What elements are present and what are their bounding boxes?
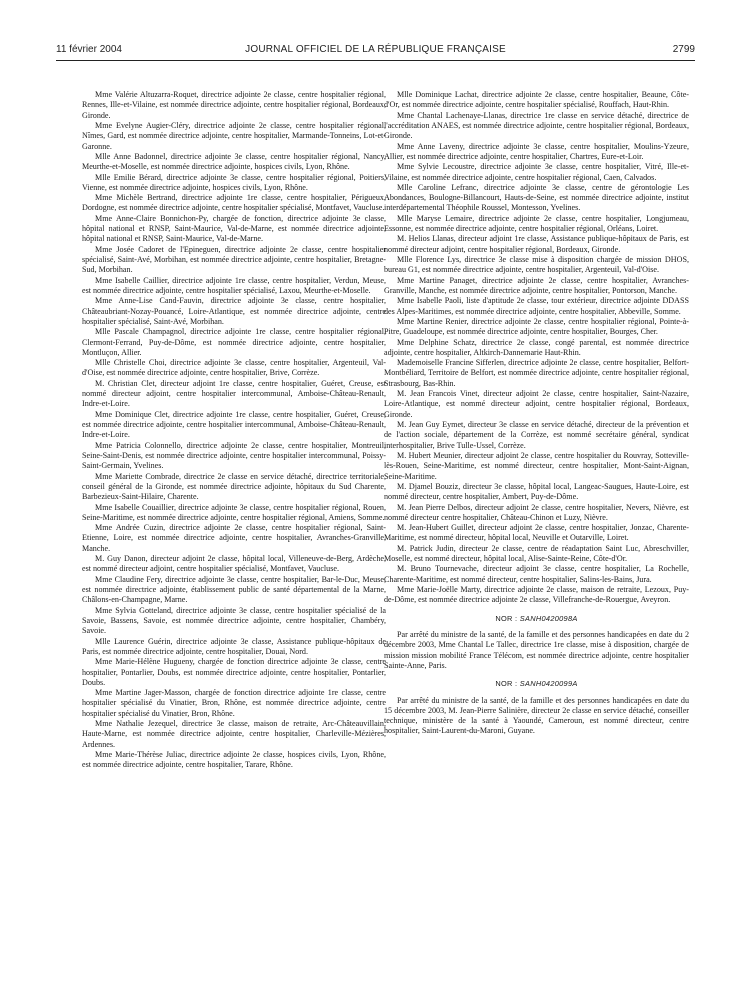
nomination-paragraph: Mme Martine Jager-Masson, chargée de fonction directrice adjointe 1re classe, centre hospitalier spécialisé du Vinatier, Bron, Rhône, est nommée directrice adjointe, centre hospitalier spécialisé du Vinatier, Bron, Rhône. <box>82 688 386 718</box>
nomination-paragraph: M. Christian Clet, directeur adjoint 1re classe, centre hospitalier, Guéret, Creuse, est nommé directeur adjoint, centre hospitalier intercommunal, Amboise-Château-Renault, Indre-et-Loire. <box>82 378 386 409</box>
nomination-paragraph: Mme Anne-Claire Bonnichon-Py, chargée de fonction, directrice adjointe 3e classe, hôpital national et RNSP, Saint-Maurice, Val-de-Marne, est nommée directrice adjointe, hôpital national et RNSP, Saint-Maurice, Val-de-Marne. <box>82 213 386 244</box>
nomination-paragraph: Mme Michèle Bertrand, directrice adjointe 1re classe, centre hospitalier, Périgueux, Dordogne, est nommée directrice adjointe, centre hospitalier spécialisé, Montfavet, Vaucluse. <box>82 193 386 213</box>
left-column <box>82 90 386 771</box>
nomination-paragraph: Mme Dominique Clet, directrice adjointe 1re classe, centre hospitalier, Guéret, Creuse, est nommée directrice adjointe, centre hospitalier intercommunal, Amboise-Château-Renault, Indre-et-Loire. <box>82 409 386 440</box>
nomination-paragraph: Mme Chantal Lachenaye-Llanas, directrice 1re classe en service détaché, directrice de l'accréditation ANAES, est nommée directrice adjointe, centre hospitalier régional, Bordeaux, Gironde. <box>384 110 689 141</box>
arrete-paragraph: Par arrêté du ministre de la santé, de la famille et des personnes handicapées en date du 15 décembre 2003, M. Jean-Pierre Salinière, directeur 2e classe en service détaché, conseiller technique, ministère de la santé à Yaoundé, Cameroun, est nommé directeur, centre hospitalier, Saint-Laurent-du-Maroni, Guyane. <box>384 695 689 736</box>
nomination-paragraph: Mlle Florence Lys, directrice 3e classe mise à disposition chargée de mission DHOS, bureau G1, est nommée directrice adjointe, centre hospitalier, Argenteuil, Val-d'Oise. <box>384 255 689 275</box>
nomination-paragraph: Mme Martine Renier, directrice adjointe 2e classe, centre hospitalier régional, Pointe-à-Pitre, Guadeloupe, est nommée directrice adjointe, centre hospitalier, Bourges, Cher. <box>384 316 689 337</box>
nor-reference <box>384 614 689 624</box>
nor-code: SANH0420099A <box>519 679 578 689</box>
nomination-paragraph: Mlle Laurence Guérin, directrice adjointe 3e classe, Assistance publique-hôpitaux de Paris, est nommée directrice adjointe, centre hospitalier, Douai, Nord. <box>82 636 386 656</box>
nomination-paragraph: M. Guy Danon, directeur adjoint 2e classe, hôpital local, Villeneuve-de-Berg, Ardèche, est nommé directeur adjoint, centre hospitalier spécialisé, Montfavet, Vaucluse. <box>82 554 386 574</box>
nomination-paragraph: M. Jean Guy Eymet, directeur 3e classe en service détaché, directeur de la prévention et de l'action sociale, département de la Corrèze, est nommé secrétaire général, syndicat interhospitalier, Brive Tulle-Ussel, Corrèze. <box>384 420 689 450</box>
nomination-paragraph: M. Jean-Hubert Guillet, directeur adjoint 2e classe, centre hospitalier, Jonzac, Charente-Maritime, est nommé directeur, hôpital local, Neuville et Outarville, Loiret. <box>384 523 689 543</box>
nomination-paragraph: Mme Patricia Colonnello, directrice adjointe 2e classe, centre hospitalier, Montreuil, Seine-Saint-Denis, est nommée directrice adjointe, centre hospitalier intercommunal, Poissy-Saint-Germain, Yvelines. <box>82 440 386 471</box>
nor-code: SANH0420098A <box>519 613 578 623</box>
nomination-paragraph: M. Hubert Meunier, directeur adjoint 2e classe, centre hospitalier du Rouvray, Sotteville-lès-Rouen, Seine-Maritime, est nommé directeur, centre hospitalier, Mont-Saint-Aignan, Seine-Maritime. <box>384 450 689 481</box>
nomination-paragraph: Mlle Caroline Lefranc, directrice adjointe 3e classe, centre de gérontologie Les Abondances, Boulogne-Billancourt, Hauts-de-Seine, est nommée directrice adjointe, institut interdépartemental Théophile Roussel, Montesson, Yvelines. <box>384 182 689 213</box>
nomination-paragraph: Mme Claudine Fery, directrice adjointe 3e classe, centre hospitalier, Bar-le-Duc, Meuse, est nommée directrice adjointe, établissement public de santé départemental de la Marne, Châlons-en-Champagne, Marne. <box>82 574 386 605</box>
nomination-paragraph: Mme Mariette Combrade, directrice 2e classe en service détaché, directrice territoriale, conseil général de la Gironde, est nommée directrice adjointe, hôpitaux du Sud Charente, Barbezieux-Saint-Hilaire, Charente. <box>82 471 386 502</box>
nomination-paragraph: Mlle Maryse Lemaire, directrice adjointe 2e classe, centre hospitalier, Longjumeau, Essonne, est nommée directrice adjointe, centre hospitalier régional, Orléans, Loiret. <box>384 213 689 234</box>
nomination-paragraph: Mme Marie-Joëlle Marty, directrice adjointe 2e classe, maison de retraite, Lezoux, Puy-de-Dôme, est nommée directrice adjointe 2e classe, Villefranche-de-Rouergue, Aveyron. <box>384 585 689 605</box>
page-number: 2799 <box>672 44 695 55</box>
nomination-paragraph: Mlle Christelle Choi, directrice adjointe 3e classe, centre hospitalier, Argenteuil, Val-d'Oise, est nommée directrice adjointe, centre hospitalier, Brive, Corrèze. <box>82 358 386 378</box>
nomination-paragraph: M. Bruno Tournevache, directeur adjoint 3e classe, centre hospitalier, La Rochelle, Charente-Maritime, est nommé directeur, centre hospitalier, Salins-les-Bains, Jura. <box>384 564 689 584</box>
journal-title: JOURNAL OFFICIEL DE LA RÉPUBLIQUE FRANÇAISE <box>245 44 506 55</box>
nomination-paragraph: Mlle Emilie Bérard, directrice adjointe 3e classe, centre hospitalier régional, Poitiers, Vienne, est nommée directrice adjointe, hospices civils, Lyon, Rhône. <box>82 172 386 192</box>
nomination-paragraph: Mme Andrée Cuzin, directrice adjointe 2e classe, centre hospitalier régional, Saint-Etienne, Loire, est nommée directrice adjointe, centre hospitalier, Avranches-Granville, Manche. <box>82 523 386 553</box>
right-column <box>384 90 689 737</box>
nomination-paragraph: M. Jean Pierre Delbos, directeur adjoint 2e classe, centre hospitalier, Nevers, Nièvre, est nommé directeur centre hospitalier, Château-Chinon et Luzy, Nièvre. <box>384 502 689 522</box>
nor-reference <box>384 679 689 689</box>
nomination-paragraph: Mme Isabelle Couaillier, directrice adjointe 3e classe, centre hospitalier régional, Rouen, Seine-Maritime, est nommée directrice adjointe, centre hospitalier régional, Amiens, Somme. <box>82 502 386 522</box>
issue-date: 11 février 2004 <box>56 44 122 55</box>
nomination-paragraph: Mlle Anne Badonnel, directrice adjointe 3e classe, centre hospitalier régional, Nancy, Meurthe-et-Moselle, est nommée directrice adjointe, hospices civils, Lyon, Rhône. <box>82 151 386 172</box>
nomination-paragraph: Mademoiselle Francine Sifferlen, directrice adjointe 2e classe, centre hospitalier, Belfort-Montbéliard, Territoire de Belfort, est nommée directrice adjointe, centre hospitalier régional, Strasbourg, Bas-Rhin. <box>384 358 689 388</box>
header-rule <box>56 60 695 61</box>
arrete-paragraph: Par arrêté du ministre de la santé, de la famille et des personnes handicapées en date du 2 décembre 2003, Mme Chantal Le Tallec, directrice 1re classe, mise à disposition, chargée de mission mission mobilité France Télécom, est nommée directrice adjointe, centre hospitalier Sainte-Anne, Paris. <box>384 629 689 670</box>
nomination-paragraph: Mme Marie-Hélène Hugueny, chargée de fonction directrice adjointe 3e classe, centre hospitalier, Pontarlier, Doubs, est nommée directrice adjointe, centre hospitalier, Pontarlier, Doubs. <box>82 657 386 687</box>
nomination-paragraph: Mme Anne-Lise Cand-Fauvin, directrice adjointe 3e classe, centre hospitalier, Châteaubriant-Nozay-Pouancé, Loire-Atlantique, est nommée directrice adjointe, centre hospitalier spécialisé, Saint-Avé, Morbihan. <box>82 296 386 326</box>
nomination-paragraph: Mme Delphine Schatz, directrice 2e classe, congé parental, est nommée directrice adjointe, centre hospitalier, Altkirch-Dannemarie Haut-Rhin. <box>384 337 689 357</box>
nomination-paragraph: M. Djamel Bouziz, directeur 3e classe, hôpital local, Langeac-Saugues, Haute-Loire, est nommé directeur, centre hospitalier, Ambert, Puy-de-Dôme. <box>384 481 689 502</box>
nomination-paragraph: M. Patrick Judin, directeur 2e classe, centre de réadaptation Saint Luc, Abreschviller, Moselle, est nommé directeur, hôpital local, Alise-Sainte-Reine, Côte-d'Or. <box>384 543 689 564</box>
nomination-paragraph: Mlle Pascale Champagnol, directrice adjointe 1re classe, centre hospitalier régional, Clermont-Ferrand, Puy-de-Dôme, est nommée directrice adjointe, centre hospitalier, Montluçon, Allier. <box>82 327 386 357</box>
nomination-paragraph: Mme Valérie Altuzarra-Roquet, directrice adjointe 2e classe, centre hospitalier régional, Rennes, Ille-et-Vilaine, est nommée directrice adjointe, centre hospitalier régional, Bordeaux, Gironde. <box>82 90 386 120</box>
nomination-paragraph: Mme Josée Cadoret de l'Epineguen, directrice adjointe 2e classe, centre hospitalier spécialisé, Saint-Avé, Morbihan, est nommée directrice adjointe, centre hospitalier, Bretagne-Sud, Morbihan. <box>82 244 386 275</box>
nomination-paragraph: Mme Evelyne Augier-Cléry, directrice adjointe 2e classe, centre hospitalier régional, Nîmes, Gard, est nommée directrice adjointe, centre hospitalier, Marmande-Tonneins, Lot-et-Garonne. <box>82 120 386 151</box>
nomination-paragraph: Mme Sylvie Lecoustre, directrice adjointe 3e classe, centre hospitalier, Vitré, Ille-et-Vilaine, est nommée directrice adjointe, centre hospitalier régional, Caen, Calvados. <box>384 162 689 182</box>
nomination-paragraph: Mme Anne Laveny, directrice adjointe 3e classe, centre hospitalier, Moulins-Yzeure, Allier, est nommée directrice adjointe, centre hospitalier, Chartres, Eure-et-Loir. <box>384 141 689 161</box>
nomination-paragraph: Mme Sylvia Gotteland, directrice adjointe 3e classe, centre hospitalier spécialisé de la Savoie, Bassens, Savoie, est nommée directrice adjointe, centre hospitalier, Chambéry, Savoie. <box>82 605 386 636</box>
nomination-paragraph: M. Jean Francois Vinet, directeur adjoint 2e classe, centre hospitalier, Saint-Nazaire, Loire-Atlantique, est nommé directeur adjoint, centre hospitalier régional, Bordeaux, Gironde. <box>384 389 689 419</box>
nor-label: NOR : <box>495 613 520 623</box>
nomination-paragraph: Mme Martine Panaget, directrice adjointe 2e classe, centre hospitalier, Avranches-Granville, Manche, est nommée directrice adjointe, centre hospitalier, Pontorson, Manche. <box>384 275 689 295</box>
nor-label: NOR : <box>495 679 520 689</box>
nomination-paragraph: Mlle Dominique Lachat, directrice adjointe 2e classe, centre hospitalier, Beaune, Côte-d'Or, est nommée directrice adjointe, centre hospitalier spécialisé, Rouffach, Haut-Rhin. <box>384 90 689 110</box>
page-header <box>56 44 695 60</box>
nomination-paragraph: Mme Isabelle Caillier, directrice adjointe 1re classe, centre hospitalier, Verdun, Meuse, est nommée directrice adjointe, centre hospitalier spécialisé, Laxou, Meurthe-et-Moselle. <box>82 275 386 295</box>
nomination-paragraph: Mme Marie-Thérèse Juliac, directrice adjointe 2e classe, hospices civils, Lyon, Rhône, est nommée directrice adjointe, centre hospitalier, Tarare, Rhône. <box>82 750 386 770</box>
nomination-paragraph: Mme Nathalie Jezequel, directrice 3e classe, maison de retraite, Arc-Châteauvillain, Haute-Marne, est nommée directrice adjointe, centre hospitalier, Charleville-Mézières, Ardennes. <box>82 719 386 749</box>
nomination-paragraph: Mme Isabelle Paoli, liste d'aptitude 2e classe, tour extérieur, directrice adjointe DDASS des Alpes-Maritimes, est nommée directrice adjointe, centre hospitalier, Abbeville, Somme. <box>384 296 689 316</box>
nomination-paragraph: M. Helios Llanas, directeur adjoint 1re classe, Assistance publique-hôpitaux de Paris, est nommé directeur adjoint, centre hospitalier régional, Bordeaux, Gironde. <box>384 234 689 254</box>
